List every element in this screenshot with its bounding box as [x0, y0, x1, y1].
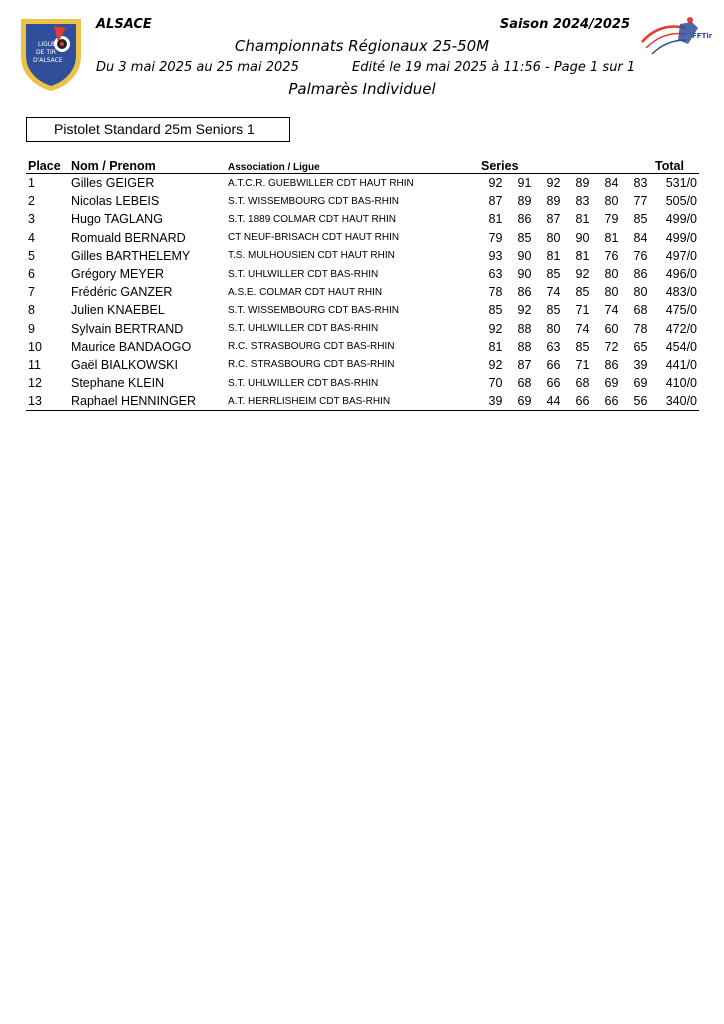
table-row: [26, 338, 699, 356]
place-cell: 11: [28, 357, 41, 372]
table-row: [26, 283, 699, 301]
series-cell: 56: [633, 394, 648, 409]
series-cell: 39: [633, 357, 648, 372]
series-cell: 81: [488, 339, 503, 354]
series-cell: 86: [604, 357, 619, 372]
total-cell: 441/0: [665, 357, 697, 372]
region-label: ALSACE: [96, 17, 152, 32]
place-cell: 13: [28, 394, 42, 409]
total-cell: 499/0: [665, 212, 697, 227]
series-cell: 80: [604, 285, 619, 300]
club-cell: R.C. STRASBOURG CDT BAS-RHIN: [228, 341, 395, 353]
total-cell: 340/0: [665, 394, 697, 409]
table-row: [26, 320, 699, 338]
place-cell: 5: [28, 248, 35, 263]
series-cell: 80: [633, 285, 648, 300]
svg-text:FFTir: FFTir: [692, 32, 712, 40]
name-cell: Grégory MEYER: [71, 267, 165, 282]
table-row: [26, 174, 699, 193]
series-cell: 87: [488, 194, 503, 209]
series-cell: 83: [575, 194, 590, 209]
series-cell: 76: [604, 248, 619, 263]
total-cell: 475/0: [665, 303, 697, 318]
table-row: [26, 356, 699, 374]
total-cell: 505/0: [665, 194, 697, 209]
table-row: [26, 392, 699, 411]
series-cell: 69: [517, 394, 532, 409]
place-cell: 8: [28, 303, 35, 318]
series-cell: 71: [575, 357, 590, 372]
table-header-row: [26, 154, 699, 174]
series-cell: 66: [546, 357, 561, 372]
series-cell: 85: [633, 212, 648, 227]
club-cell: S.T. UHLWILLER CDT BAS-RHIN: [228, 268, 379, 280]
series-cell: 39: [488, 394, 503, 409]
series-cell: 85: [575, 339, 590, 354]
series-cell: 85: [488, 303, 503, 318]
series-cell: 81: [575, 212, 590, 227]
table-row: [26, 192, 699, 210]
club-cell: A.T.C.R. GUEBWILLER CDT HAUT RHIN: [228, 177, 414, 189]
series-cell: 92: [488, 357, 503, 372]
place-cell: 12: [28, 376, 42, 391]
series-cell: 66: [546, 376, 561, 391]
series-cell: 72: [604, 339, 619, 354]
series-cell: 66: [575, 394, 590, 409]
header-name: Nom / Prenom: [71, 159, 156, 173]
name-cell: Gaël BIALKOWSKI: [71, 357, 178, 372]
total-cell: 496/0: [665, 267, 697, 282]
total-cell: 410/0: [665, 376, 697, 391]
place-cell: 9: [28, 321, 35, 336]
table-row: [26, 229, 699, 247]
series-cell: 85: [546, 303, 561, 318]
club-cell: S.T. UHLWILLER CDT BAS-RHIN: [228, 323, 379, 335]
series-cell: 91: [517, 176, 532, 191]
series-cell: 85: [517, 230, 532, 245]
table-row: [26, 210, 699, 228]
event-title: Pistolet Standard 25m Seniors 1: [26, 117, 290, 142]
total-cell: 497/0: [665, 248, 697, 263]
series-cell: 87: [546, 212, 561, 227]
series-cell: 68: [575, 376, 590, 391]
series-cell: 83: [633, 176, 648, 191]
table-row: [26, 374, 699, 392]
name-cell: Frédéric GANZER: [71, 285, 173, 300]
series-cell: 79: [488, 230, 503, 245]
club-cell: S.T. WISSEMBOURG CDT BAS-RHIN: [228, 304, 399, 316]
series-cell: 60: [604, 321, 619, 336]
series-cell: 89: [517, 194, 532, 209]
series-cell: 63: [546, 339, 561, 354]
series-cell: 92: [488, 176, 503, 191]
series-cell: 86: [517, 285, 532, 300]
place-cell: 2: [28, 194, 35, 209]
series-cell: 87: [517, 357, 532, 372]
header-place: Place: [28, 159, 61, 173]
series-cell: 63: [488, 267, 503, 282]
series-cell: 74: [604, 303, 619, 318]
header-series: Series: [481, 159, 519, 173]
series-cell: 44: [546, 394, 561, 409]
series-cell: 92: [575, 267, 590, 282]
page-title: Championnats Régionaux 25-50M: [234, 37, 490, 55]
series-cell: 84: [633, 230, 648, 245]
header-total: Total: [655, 159, 684, 173]
series-cell: 92: [546, 176, 561, 191]
table-row: [26, 265, 699, 283]
total-cell: 499/0: [665, 230, 697, 245]
club-cell: T.S. MULHOUSIEN CDT HAUT RHIN: [228, 250, 395, 262]
place-cell: 6: [28, 267, 35, 282]
series-cell: 90: [517, 248, 532, 263]
series-cell: 92: [517, 303, 532, 318]
series-cell: 86: [517, 212, 532, 227]
series-cell: 81: [488, 212, 503, 227]
series-cell: 80: [604, 267, 619, 282]
series-cell: 76: [633, 248, 648, 263]
name-cell: Julien KNAEBEL: [71, 303, 165, 318]
series-cell: 79: [604, 212, 619, 227]
total-cell: 454/0: [665, 339, 697, 354]
svg-text:LIGUE: LIGUE: [38, 41, 56, 48]
series-cell: 70: [488, 376, 503, 391]
name-cell: Raphael HENNINGER: [71, 394, 197, 409]
total-cell: 472/0: [665, 321, 697, 336]
series-cell: 84: [604, 176, 619, 191]
club-cell: S.T. 1889 COLMAR CDT HAUT RHIN: [228, 213, 397, 225]
series-cell: 74: [546, 285, 561, 300]
series-cell: 81: [604, 230, 619, 245]
series-cell: 69: [633, 376, 648, 391]
name-cell: Romuald BERNARD: [71, 230, 186, 245]
place-cell: 4: [28, 230, 35, 245]
place-cell: 3: [28, 212, 35, 227]
club-cell: R.C. STRASBOURG CDT BAS-RHIN: [228, 359, 395, 371]
place-cell: 1: [28, 176, 35, 191]
name-cell: Maurice BANDAOGO: [71, 339, 192, 354]
edited-info: Edité le 19 mai 2025 à 11:56 - Page 1 sur 1: [352, 60, 636, 75]
series-cell: 81: [575, 248, 590, 263]
series-cell: 89: [546, 194, 561, 209]
total-cell: 531/0: [665, 176, 697, 191]
name-cell: Nicolas LEBEIS: [71, 194, 160, 209]
name-cell: Gilles GEIGER: [71, 176, 155, 191]
series-cell: 92: [488, 321, 503, 336]
series-cell: 80: [604, 194, 619, 209]
total-cell: 483/0: [665, 285, 697, 300]
series-cell: 93: [488, 248, 503, 263]
place-cell: 10: [28, 339, 42, 354]
series-cell: 71: [575, 303, 590, 318]
series-cell: 88: [517, 339, 532, 354]
series-cell: 85: [546, 267, 561, 282]
series-cell: 88: [517, 321, 532, 336]
series-cell: 80: [546, 230, 561, 245]
series-cell: 78: [633, 321, 648, 336]
page-subtitle: Palmarès Individuel: [288, 80, 436, 98]
series-cell: 85: [575, 285, 590, 300]
series-cell: 77: [633, 194, 648, 209]
series-cell: 81: [546, 248, 561, 263]
date-range: Du 3 mai 2025 au 25 mai 2025: [96, 60, 299, 75]
season-label: Saison 2024/2025: [499, 17, 630, 32]
header-club: Association / Ligue: [228, 162, 320, 173]
series-cell: 68: [517, 376, 532, 391]
club-cell: S.T. UHLWILLER CDT BAS-RHIN: [228, 377, 379, 389]
series-cell: 78: [488, 285, 503, 300]
series-cell: 90: [517, 267, 532, 282]
club-cell: CT NEUF-BRISACH CDT HAUT RHIN: [228, 232, 400, 244]
club-cell: A.S.E. COLMAR CDT HAUT RHIN: [228, 286, 383, 298]
name-cell: Gilles BARTHELEMY: [71, 248, 191, 263]
table-row: [26, 247, 699, 265]
results-table: [26, 154, 699, 411]
table-row: [26, 301, 699, 319]
series-cell: 74: [575, 321, 590, 336]
series-cell: 68: [633, 303, 648, 318]
club-cell: A.T. HERRLISHEIM CDT BAS-RHIN: [228, 395, 391, 407]
series-cell: 66: [604, 394, 619, 409]
club-cell: S.T. WISSEMBOURG CDT BAS-RHIN: [228, 195, 399, 207]
series-cell: 69: [604, 376, 619, 391]
name-cell: Hugo TAGLANG: [71, 212, 163, 227]
series-cell: 86: [633, 267, 648, 282]
name-cell: Stephane KLEIN: [71, 376, 165, 391]
series-cell: 80: [546, 321, 561, 336]
name-cell: Sylvain BERTRAND: [71, 321, 184, 336]
svg-text:D'ALSACE: D'ALSACE: [33, 57, 63, 64]
series-cell: 90: [575, 230, 590, 245]
series-cell: 89: [575, 176, 590, 191]
series-cell: 65: [633, 339, 648, 354]
place-cell: 7: [28, 285, 35, 300]
svg-text:DE TIR: DE TIR: [36, 49, 56, 56]
